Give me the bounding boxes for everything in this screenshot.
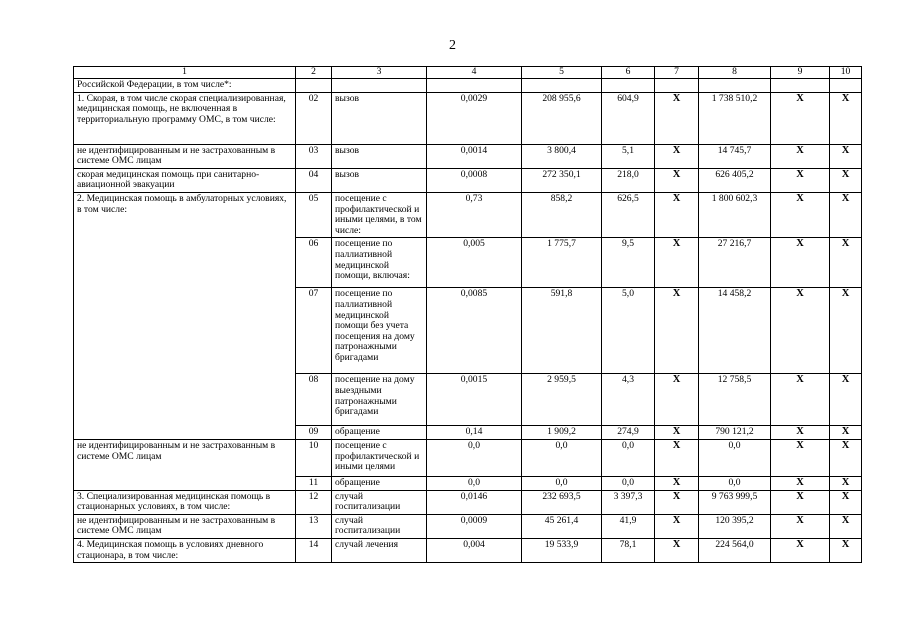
norm-cell: 0,0014 bbox=[427, 144, 522, 168]
col7-cell: X bbox=[655, 476, 699, 490]
col9-cell bbox=[771, 79, 830, 93]
unit-cell bbox=[332, 79, 427, 93]
table-row bbox=[74, 490, 862, 514]
unit-cell: вызов bbox=[332, 144, 427, 168]
cost-cell: 0,0 bbox=[522, 476, 602, 490]
norm-cell: 0,005 bbox=[427, 238, 522, 288]
row-code-cell: 02 bbox=[296, 92, 332, 144]
row-code-cell: 13 bbox=[296, 514, 332, 538]
col10-cell: X bbox=[830, 92, 862, 144]
unit-cell: обращение bbox=[332, 426, 427, 440]
norm-cell: 0,0029 bbox=[427, 92, 522, 144]
per-capita-cell: 0,0 bbox=[602, 476, 655, 490]
total-cell: 626 405,2 bbox=[699, 168, 771, 192]
table-row bbox=[74, 92, 862, 144]
col9-cell: X bbox=[771, 238, 830, 288]
per-capita-cell: 4,3 bbox=[602, 374, 655, 426]
column-header: 2 bbox=[296, 67, 332, 79]
column-header: 3 bbox=[332, 67, 427, 79]
per-capita-cell: 626,5 bbox=[602, 192, 655, 237]
cost-cell: 1 909,2 bbox=[522, 426, 602, 440]
col7-cell: X bbox=[655, 192, 699, 237]
unit-cell: вызов bbox=[332, 168, 427, 192]
cost-cell: 2 959,5 bbox=[522, 374, 602, 426]
col7-cell: X bbox=[655, 168, 699, 192]
per-capita-cell: 274,9 bbox=[602, 426, 655, 440]
unit-cell: случай госпитализации bbox=[332, 490, 427, 514]
norm-cell: 0,0009 bbox=[427, 514, 522, 538]
col10-cell: X bbox=[830, 238, 862, 288]
row-code-cell: 08 bbox=[296, 374, 332, 426]
row-label-cell: не идентифицированным и не застрахованным в системе ОМС лицам bbox=[74, 439, 296, 490]
per-capita-cell: 0,0 bbox=[602, 439, 655, 476]
row-code-cell: 03 bbox=[296, 144, 332, 168]
col7-cell: X bbox=[655, 238, 699, 288]
col7-cell: X bbox=[655, 288, 699, 374]
total-cell: 9 763 999,5 bbox=[699, 490, 771, 514]
total-cell: 14 745,7 bbox=[699, 144, 771, 168]
row-label-cell: 3. Специализированная медицинская помощь в стационарных условиях, в том числе: bbox=[74, 490, 296, 514]
per-capita-cell: 78,1 bbox=[602, 538, 655, 562]
col10-cell bbox=[830, 79, 862, 93]
row-code-cell: 10 bbox=[296, 439, 332, 476]
norm-cell: 0,0146 bbox=[427, 490, 522, 514]
total-cell: 0,0 bbox=[699, 439, 771, 476]
norm-cell: 0,73 bbox=[427, 192, 522, 237]
col10-cell: X bbox=[830, 374, 862, 426]
col10-cell: X bbox=[830, 426, 862, 440]
row-label-cell: не идентифицированным и не застрахованным в системе ОМС лицам bbox=[74, 144, 296, 168]
cost-cell bbox=[522, 79, 602, 93]
per-capita-cell: 5,0 bbox=[602, 288, 655, 374]
column-header: 10 bbox=[830, 67, 862, 79]
table-row bbox=[74, 168, 862, 192]
cost-cell: 208 955,6 bbox=[522, 92, 602, 144]
norm-cell: 0,0 bbox=[427, 439, 522, 476]
table-row bbox=[74, 439, 862, 476]
col7-cell bbox=[655, 79, 699, 93]
col9-cell: X bbox=[771, 514, 830, 538]
norm-cell: 0,004 bbox=[427, 538, 522, 562]
col10-cell: X bbox=[830, 168, 862, 192]
row-code-cell: 05 bbox=[296, 192, 332, 237]
unit-cell: посещение по паллиативной медицинской помощи, включая: bbox=[332, 238, 427, 288]
row-label-cell: 4. Медицинская помощь в условиях дневного стационара, в том числе: bbox=[74, 538, 296, 562]
table-row bbox=[74, 192, 862, 237]
total-cell: 14 458,2 bbox=[699, 288, 771, 374]
column-header: 1 bbox=[74, 67, 296, 79]
col7-cell: X bbox=[655, 439, 699, 476]
unit-cell: вызов bbox=[332, 92, 427, 144]
total-cell: 12 758,5 bbox=[699, 374, 771, 426]
cost-cell: 858,2 bbox=[522, 192, 602, 237]
table-row bbox=[74, 144, 862, 168]
norm-cell: 0,0008 bbox=[427, 168, 522, 192]
row-code-cell: 07 bbox=[296, 288, 332, 374]
per-capita-cell: 604,9 bbox=[602, 92, 655, 144]
unit-cell: обращение bbox=[332, 476, 427, 490]
per-capita-cell: 9,5 bbox=[602, 238, 655, 288]
row-code-cell: 14 bbox=[296, 538, 332, 562]
col9-cell: X bbox=[771, 426, 830, 440]
col10-cell: X bbox=[830, 144, 862, 168]
norm-cell: 0,0015 bbox=[427, 374, 522, 426]
row-code-cell: 09 bbox=[296, 426, 332, 440]
total-cell: 790 121,2 bbox=[699, 426, 771, 440]
col7-cell: X bbox=[655, 92, 699, 144]
col9-cell: X bbox=[771, 168, 830, 192]
tariff-table bbox=[73, 66, 862, 563]
col9-cell: X bbox=[771, 92, 830, 144]
cost-cell: 1 775,7 bbox=[522, 238, 602, 288]
cost-cell: 19 533,9 bbox=[522, 538, 602, 562]
col10-cell: X bbox=[830, 490, 862, 514]
per-capita-cell bbox=[602, 79, 655, 93]
row-code-cell: 12 bbox=[296, 490, 332, 514]
column-header: 8 bbox=[699, 67, 771, 79]
col9-cell: X bbox=[771, 476, 830, 490]
unit-cell: случай лечения bbox=[332, 538, 427, 562]
row-label-cell: скорая медицинская помощь при санитарно-авиационной эвакуации bbox=[74, 168, 296, 192]
col7-cell: X bbox=[655, 490, 699, 514]
per-capita-cell: 218,0 bbox=[602, 168, 655, 192]
col9-cell: X bbox=[771, 374, 830, 426]
col10-cell: X bbox=[830, 514, 862, 538]
col10-cell: X bbox=[830, 439, 862, 476]
col9-cell: X bbox=[771, 538, 830, 562]
total-cell bbox=[699, 79, 771, 93]
norm-cell: 0,0085 bbox=[427, 288, 522, 374]
table-row bbox=[74, 79, 862, 93]
row-label-cell: не идентифицированным и не застрахованным в системе ОМС лицам bbox=[74, 514, 296, 538]
total-cell: 224 564,0 bbox=[699, 538, 771, 562]
row-label-cell: 2. Медицинская помощь в амбулаторных условиях, в том числе: bbox=[74, 192, 296, 439]
per-capita-cell: 3 397,3 bbox=[602, 490, 655, 514]
row-code-cell: 11 bbox=[296, 476, 332, 490]
total-cell: 120 395,2 bbox=[699, 514, 771, 538]
total-cell: 0,0 bbox=[699, 476, 771, 490]
col10-cell: X bbox=[830, 192, 862, 237]
row-label-cell: Российской Федерации, в том числе*: bbox=[74, 79, 296, 93]
norm-cell bbox=[427, 79, 522, 93]
unit-cell: посещение с профилактической и иными целями, в том числе: bbox=[332, 192, 427, 237]
col7-cell: X bbox=[655, 514, 699, 538]
norm-cell: 0,0 bbox=[427, 476, 522, 490]
unit-cell: случай госпитализации bbox=[332, 514, 427, 538]
column-header: 4 bbox=[427, 67, 522, 79]
col9-cell: X bbox=[771, 439, 830, 476]
row-code-cell: 06 bbox=[296, 238, 332, 288]
cost-cell: 232 693,5 bbox=[522, 490, 602, 514]
col9-cell: X bbox=[771, 490, 830, 514]
page-number: 2 bbox=[449, 38, 456, 53]
row-code-cell bbox=[296, 79, 332, 93]
table-row bbox=[74, 538, 862, 562]
per-capita-cell: 5,1 bbox=[602, 144, 655, 168]
cost-cell: 3 800,4 bbox=[522, 144, 602, 168]
cost-cell: 272 350,1 bbox=[522, 168, 602, 192]
table-row bbox=[74, 514, 862, 538]
col7-cell: X bbox=[655, 144, 699, 168]
column-header: 5 bbox=[522, 67, 602, 79]
col9-cell: X bbox=[771, 144, 830, 168]
col7-cell: X bbox=[655, 374, 699, 426]
column-header: 6 bbox=[602, 67, 655, 79]
col10-cell: X bbox=[830, 476, 862, 490]
norm-cell: 0,14 bbox=[427, 426, 522, 440]
cost-cell: 591,8 bbox=[522, 288, 602, 374]
total-cell: 1 800 602,3 bbox=[699, 192, 771, 237]
cost-cell: 45 261,4 bbox=[522, 514, 602, 538]
per-capita-cell: 41,9 bbox=[602, 514, 655, 538]
total-cell: 27 216,7 bbox=[699, 238, 771, 288]
col9-cell: X bbox=[771, 288, 830, 374]
row-code-cell: 04 bbox=[296, 168, 332, 192]
unit-cell: посещение по паллиативной медицинской помощи без учета посещения на дому патронажными бригадами bbox=[332, 288, 427, 374]
col7-cell: X bbox=[655, 426, 699, 440]
column-number-row bbox=[74, 67, 862, 79]
col9-cell: X bbox=[771, 192, 830, 237]
unit-cell: посещение с профилактической и иными целями bbox=[332, 439, 427, 476]
total-cell: 1 738 510,2 bbox=[699, 92, 771, 144]
col10-cell: X bbox=[830, 538, 862, 562]
row-label-cell: 1. Скорая, в том числе скорая специализированная, медицинская помощь, не включенная в территориальную программу ОМС, в том числе: bbox=[74, 92, 296, 144]
unit-cell: посещение на дому выездными патронажными бригадами bbox=[332, 374, 427, 426]
column-header: 7 bbox=[655, 67, 699, 79]
column-header: 9 bbox=[771, 67, 830, 79]
col7-cell: X bbox=[655, 538, 699, 562]
cost-cell: 0,0 bbox=[522, 439, 602, 476]
col10-cell: X bbox=[830, 288, 862, 374]
